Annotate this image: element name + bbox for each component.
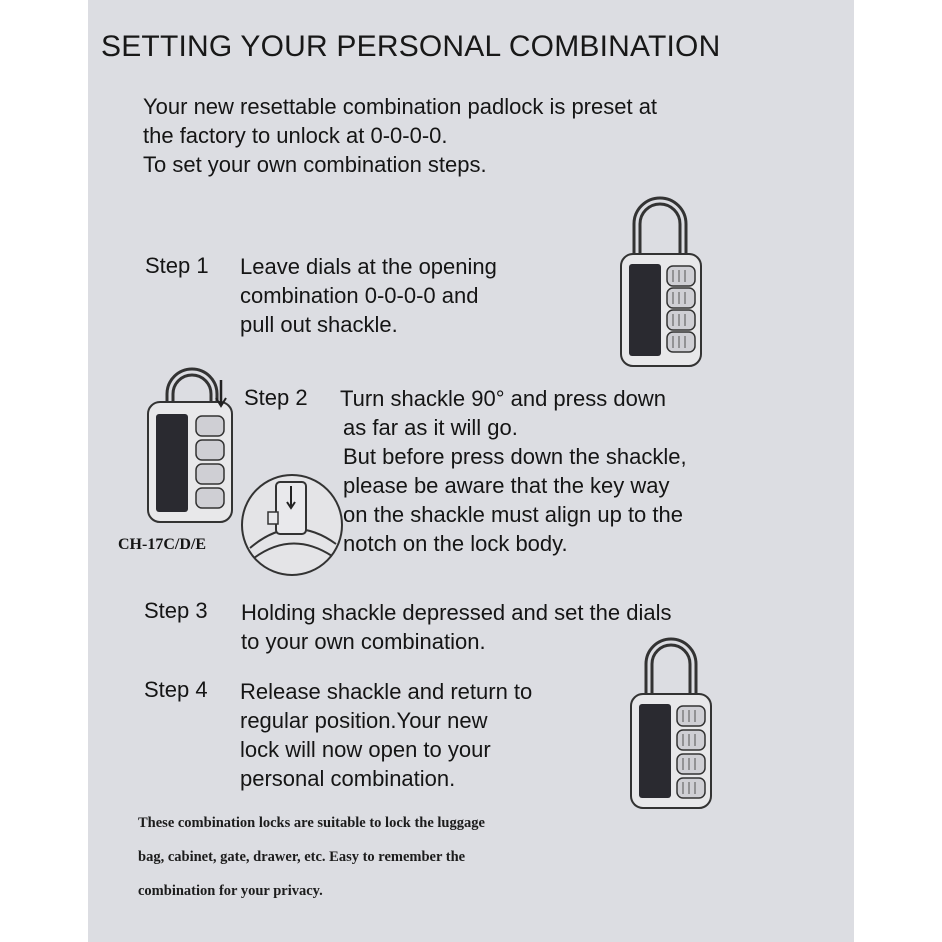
footnote-line: bag, cabinet, gate, drawer, etc. Easy to remember the <box>138 849 466 865</box>
step-line: Turn shackle 90° and press down <box>340 386 666 411</box>
padlock-pressed-icon <box>144 360 236 528</box>
footnote-line: These combination locks are suitable to lock the luggage <box>138 815 485 831</box>
step-line: to your own combination. <box>241 629 486 654</box>
footnote-line: combination for your privacy. <box>138 883 323 899</box>
intro-line: Your new resettable combination padlock is preset at <box>143 94 658 119</box>
step-line: notch on the lock body. <box>343 531 568 556</box>
padlock-closed-icon <box>625 632 715 814</box>
step-line: regular position.Your new <box>240 708 488 733</box>
step-2-label: Step 2 <box>244 385 308 410</box>
step-line: Release shackle and return to <box>240 679 533 704</box>
step-line: But before press down the shackle, <box>343 444 687 469</box>
intro-line: To set your own combination steps. <box>143 152 487 177</box>
step-line: combination 0-0-0-0 and <box>240 283 479 308</box>
step-line: please be aware that the key way <box>343 473 670 498</box>
step-3-text <box>241 598 672 656</box>
step-line: as far as it will go. <box>343 415 518 440</box>
step-line: lock will now open to your <box>240 737 491 762</box>
step-3-label: Step 3 <box>144 598 208 623</box>
step-line: personal combination. <box>240 766 456 791</box>
footnote <box>138 806 485 908</box>
page-title: SETTING YOUR PERSONAL COMBINATION <box>101 30 721 63</box>
shackle-notch-detail-icon <box>236 472 348 578</box>
step-line: Holding shackle depressed and set the dials <box>241 600 672 625</box>
step-1-label: Step 1 <box>145 253 209 278</box>
instruction-sheet <box>88 0 854 942</box>
step-4-label: Step 4 <box>144 677 208 702</box>
step-2-text <box>340 384 687 558</box>
step-line: on the shackle must align up to the <box>343 502 683 527</box>
model-label: CH-17C/D/E <box>118 536 206 553</box>
step-1-text <box>240 252 497 339</box>
intro-line: the factory to unlock at 0-0-0-0. <box>143 123 448 148</box>
step-4-text <box>240 677 532 793</box>
step-line: pull out shackle. <box>240 312 398 337</box>
padlock-open-icon <box>615 192 705 374</box>
intro-text <box>143 92 657 179</box>
step-line: Leave dials at the opening <box>240 254 497 279</box>
